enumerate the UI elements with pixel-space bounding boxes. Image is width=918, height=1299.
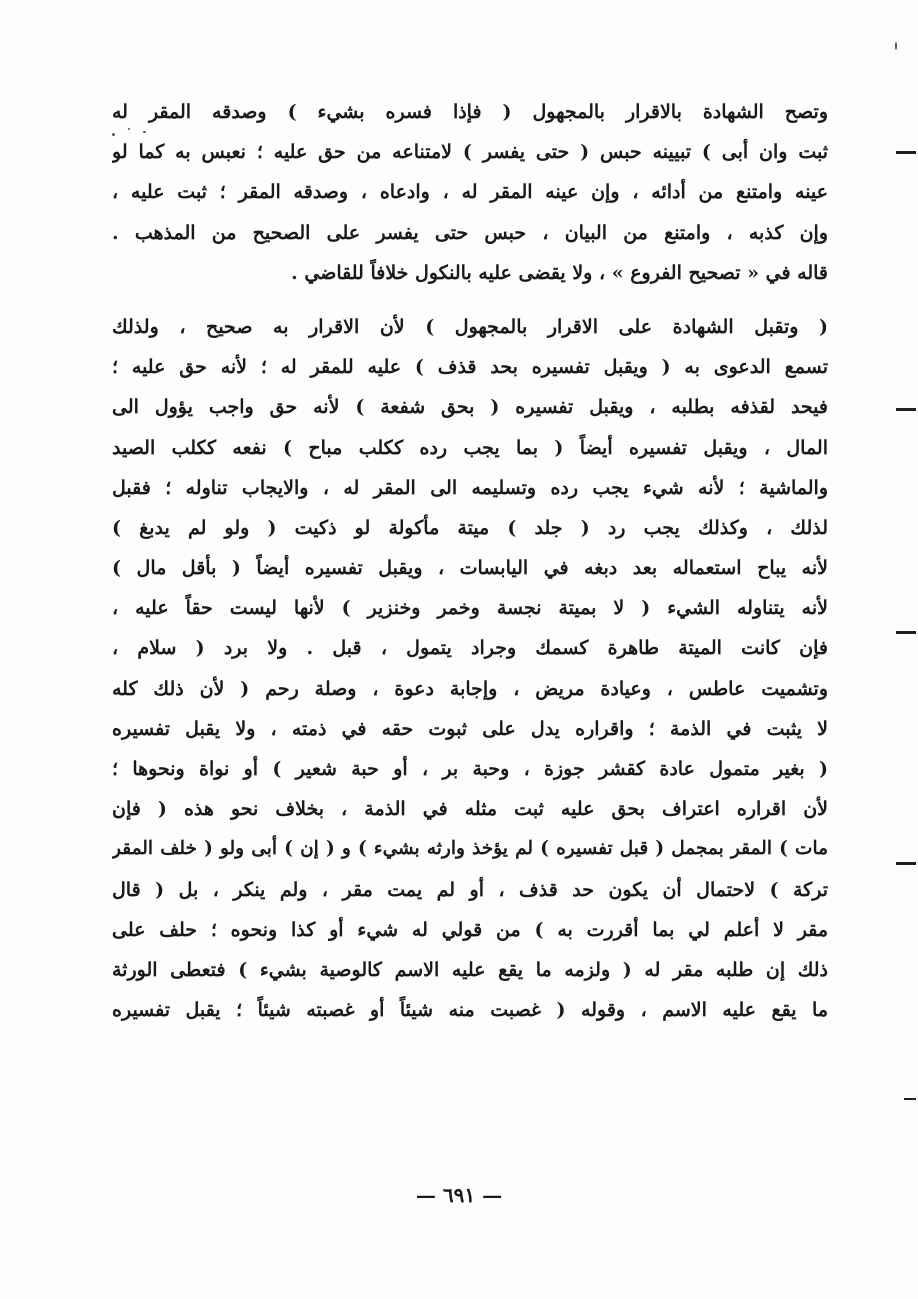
text-line: تسمع الدعوى به ( ويقبل تفسيره بحد قذف ) عليه للمقر له ؛ لأنه حق عليه ؛ — [112, 356, 828, 379]
text-line: تركة ) لاحتمال أن يكون حد قذف ، أو لم يمت مقر ، ولم ينكر ، بل ( قال — [112, 878, 828, 901]
text-line: ( بغير متمول عادة كقشر جوزة ، وحبة بر ، أو حبة شعير ) أو نواة ونحوها ؛ — [112, 758, 828, 780]
page-number: — ٦٩١ — — [415, 1183, 503, 1207]
text-line: وتصح الشهادة بالاقرار بالمجهول ( فإذا فسره بشيء ) وصدقه المقر له — [112, 101, 828, 123]
text-line: لأنه يباح استعماله بعد دبغه في اليابسات ، ويقبل تفسيره أيضاً ( بأقل مال ) — [112, 557, 828, 580]
scan-speck — [895, 42, 897, 50]
margin-mark — [896, 151, 916, 154]
text-line: لا يثبت في الذمة ؛ واقراره يدل على ثبوت حقه في ذمته ، ولا يقبل تفسيره — [112, 717, 828, 740]
paragraph-gap — [112, 293, 828, 307]
body-text — [112, 92, 828, 1030]
text-line: لذلك ، وكذلك يجب رد ( جلد ) ميتة مأكولة لو ذكيت ( ولو لم يدبغ ) — [112, 516, 828, 539]
text-line: فيحد لقذفه بطلبه ، ويقبل تفسيره ( بحق شفعة ) لأنه حق واجب يؤول الى — [112, 396, 828, 419]
text-line: لأن اقراره اعتراف بحق عليه ثبت مثله في الذمة ، بخلاف نحو هذه ( فإن — [112, 798, 828, 821]
text-line: مات ) المقر بمجمل ( قبل تفسيره ) لم يؤخذ وارثه بشيء ) و ( إن ) أبى ولو ( خلف المقر — [112, 838, 828, 860]
text-line: وتشميت عاطس ، وعيادة مريض ، وإجابة دعوة ، وصلة رحم ( لأن ذلك كله — [112, 677, 828, 700]
text-line: وإن كذبه ، وامتنع من البيان ، حبس حتى يفسر على الصحيح من المذهب . — [112, 221, 828, 244]
text-line: قاله في « تصحيح الفروع » ، ولا يقضى عليه بالنكول خلافاً للقاضي . — [291, 261, 828, 284]
margin-mark — [896, 631, 916, 634]
text-line: والماشية ؛ لأنه شيء يجب رده وتسليمه الى المقر له ، والايجاب تناوله ؛ فقبل — [112, 476, 828, 499]
text-line: ثبت وان أبى ) تبيينه حبس ( حتى يفسر ) لامتناعه من حق عليه ؛ نعبس به كما لو — [112, 141, 828, 164]
text-line: مقر لا أعلم لي بما أقررت به ) من قولي له شيء أو كذا ونحوه ؛ حلف على — [112, 918, 828, 941]
text-line: المال ، ويقبل تفسيره أيضاً ( بما يجب رده ككلب مباح ) نفعه ككلب الصيد — [112, 436, 828, 459]
text-line: فإن كانت الميتة طاهرة كسمك وجراد يتمول ، قبل . ولا برد ( سلام ، — [112, 637, 828, 660]
text-line: لأنه يتناوله الشيء ( لا بميتة نجسة وخمر وخنزير ) لأنها ليست حقاً عليه ، — [112, 597, 828, 620]
text-line: ( وتقبل الشهادة على الاقرار بالمجهول ) لأن الاقرار به صحيح ، ولذلك — [112, 315, 828, 338]
text-line: ذلك إن طلبه مقر له ( ولزمه ما يقع عليه الاسم كالوصية بشيء ) فتعطى الورثة — [112, 958, 828, 981]
margin-mark — [896, 862, 916, 865]
text-line: عينه وامتنع من أدائه ، وإن عينه المقر له ، وادعاه ، وصدقه المقر ؛ ثبت عليه ، — [112, 181, 828, 204]
margin-mark — [904, 1098, 916, 1100]
text-line: ما يقع عليه الاسم ، وقوله ( غصبت منه شيئاً أو غصبته شيئاً ؛ يقبل تفسيره — [112, 999, 828, 1022]
margin-mark — [896, 408, 916, 411]
